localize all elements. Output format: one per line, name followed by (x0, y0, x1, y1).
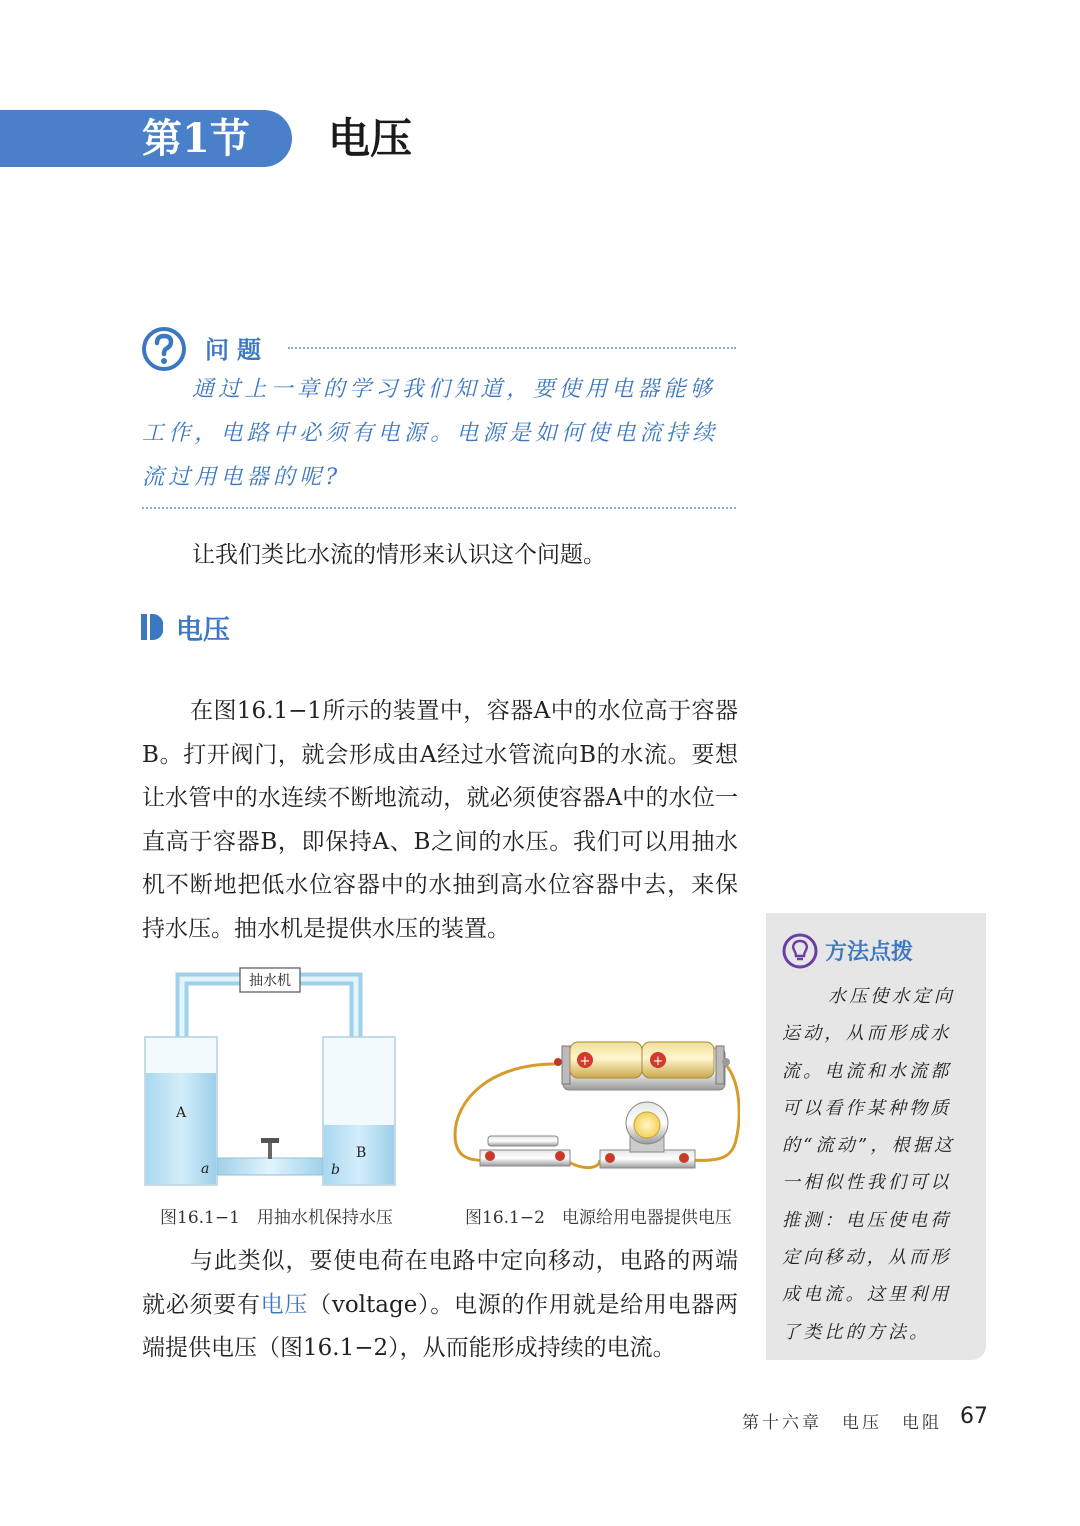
container-a-label: A (176, 1105, 187, 1121)
page-number: 67 (960, 1404, 988, 1429)
figure-battery-circuit (450, 1040, 740, 1180)
section-title: 电压 (328, 114, 413, 163)
point-b-label: b (331, 1162, 340, 1178)
question-heading: 问题 (205, 336, 269, 364)
point-a-label: a (201, 1161, 210, 1177)
figure2-caption: 图16.1−2 电源给用电器提供电压 (465, 1208, 732, 1228)
svg-text:+: + (652, 1054, 664, 1069)
svg-text:+: + (579, 1054, 591, 1069)
subsection-marker-icon (141, 614, 163, 640)
question-text: 通过上一章的学习我们知道，要使用电器能够工作，电路中必须有电源。电源是如何使电流持续流过用电器的呢? (142, 377, 719, 490)
paragraph-water-pressure: 在图16.1−1所示的装置中，容器A中的水位高于容器B。打开阀门，就会形成由A经过水管流向B的水流。要想让水管中的水连续不断地流动，就必须使容器A中的水位一直高于容器B，即保持A、B之间的水压。我们可以用抽水机不断地把低水位容器中的水抽到高水位容器中去，来保持水压。抽水机是提供水压的装置。 (142, 698, 738, 942)
paragraph-voltage-definition (142, 1240, 738, 1371)
figure-water-pump (140, 965, 415, 1195)
question-icon (140, 325, 188, 373)
paragraph2-text-after: （voltage）。电源的作用就是给用电器两端提供电压（图16.1−2），从而能形成持续的电流。 (142, 1291, 739, 1362)
voltage-term: 电压 (260, 1291, 309, 1318)
question-divider-bottom (142, 507, 736, 509)
subsection-title: 电压 (176, 615, 230, 646)
method-tip-title: 方法点拨 (825, 940, 914, 965)
footer-chapter: 第十六章 电压 电阻 (742, 1413, 942, 1433)
question-divider-top (288, 347, 736, 349)
pump-label: 抽水机 (249, 973, 291, 989)
paragraph2-text-before: 与此类似，要使电荷在电路中定向移动，电路的两端就必须要有 (142, 1248, 738, 1318)
section-number: 第1节 (142, 115, 250, 162)
figure1-caption: 图16.1−1 用抽水机保持水压 (160, 1208, 393, 1228)
container-b-label: B (356, 1145, 367, 1161)
lightbulb-icon (782, 933, 818, 969)
method-tip-text: 水压使水定向运动，从而形成水流。电流和水流都可以看作某种物质的“流动”，根据这一相似性我们可以推测：电压使电荷定向移动，从而形成电流。这里利用了类比的方法。 (782, 986, 956, 1343)
intro-text: 让我们类比水流的情形来认识这个问题。 (192, 542, 606, 568)
